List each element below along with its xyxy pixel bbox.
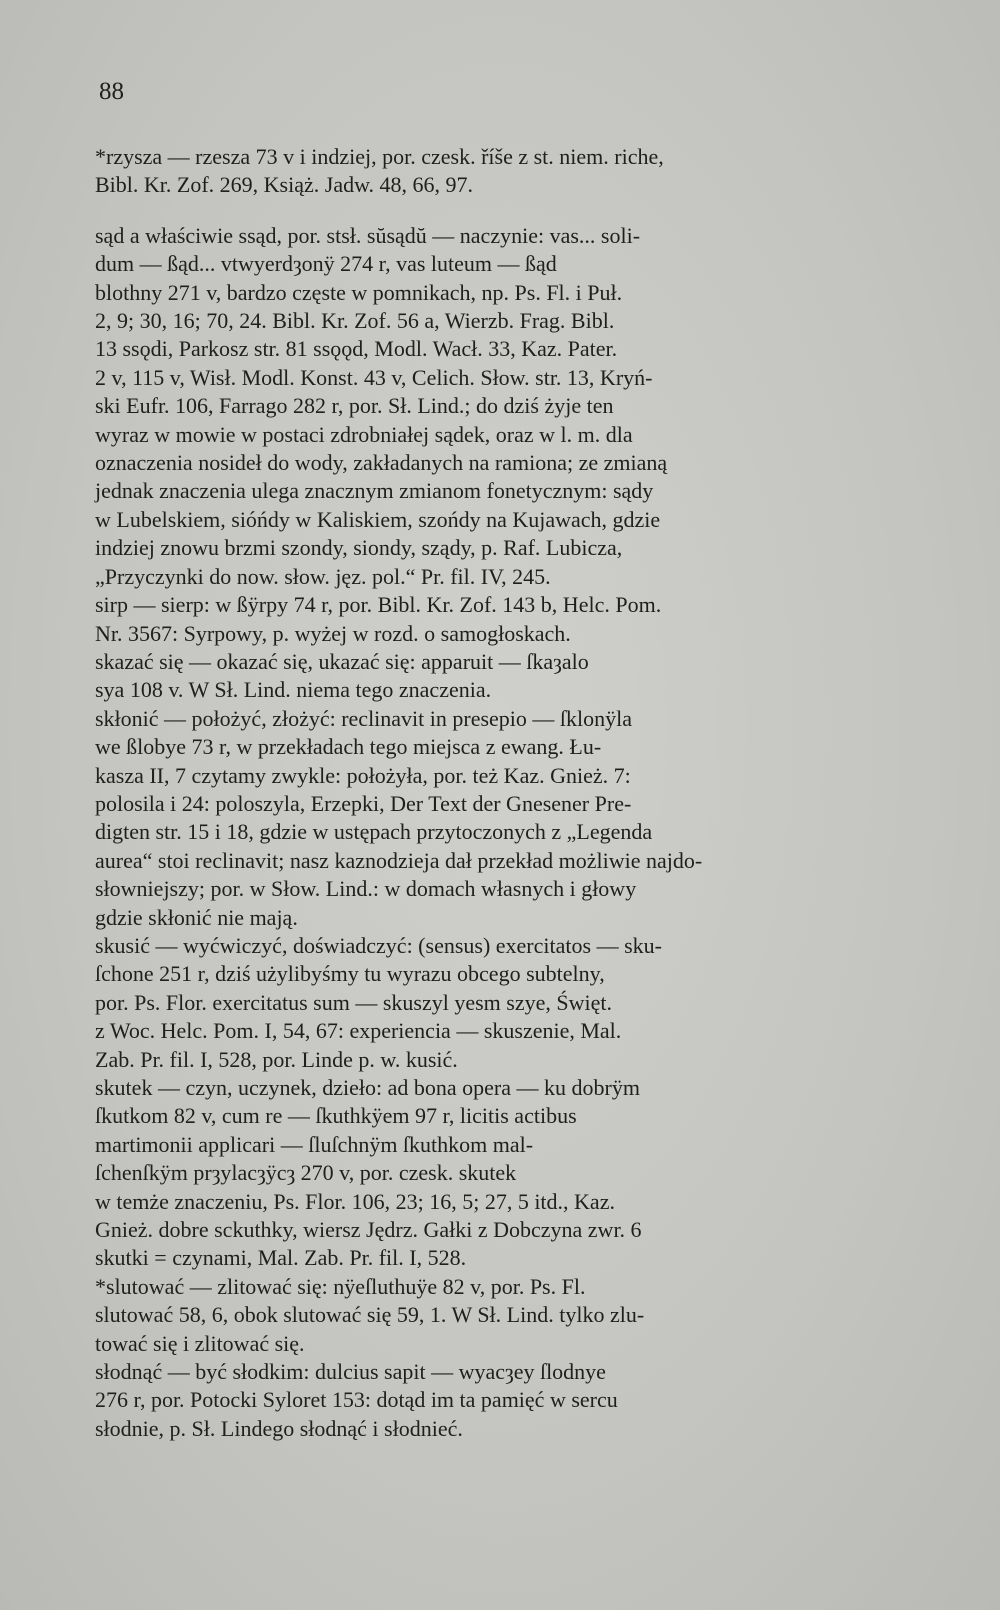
- text-line: słodnąć — być słodkim: dulcius sapit — wyacȝey ſlodnye: [95, 1359, 606, 1385]
- text-line: sya 108 v. W Sł. Lind. niema tego znaczenia.: [95, 677, 492, 703]
- text-line: kasza II, 7 czytamy zwykle: położyła, por. też Kaz. Gnież. 7:: [95, 762, 631, 788]
- page-number: 88: [99, 78, 124, 105]
- text-line: gdzie skłonić nie mają.: [95, 904, 298, 930]
- text-line: w Lubelskiem, sióńdy w Kaliskiem, szońdy na Kujawach, gdzie: [95, 506, 661, 532]
- text-line: oznaczenia nosideł do wody, zakładanych na ramiona; ze zmianą: [95, 450, 668, 476]
- text-line: we ßlobye 73 r, w przekładach tego miejsca z ewang. Łu-: [95, 734, 602, 760]
- text-line: skazać się — okazać się, ukazać się: apparuit — ſkaȝalo: [95, 648, 589, 674]
- text-line: Gnież. dobre sckuthky, wiersz Jędrz. Gałki z Dobczyna zwr. 6: [95, 1217, 642, 1243]
- text-line: *rzysza — rzesza 73 v i indziej, por. czesk. říše z st. niem. riche,: [95, 144, 664, 169]
- text-line: blothny 271 v, bardzo częste w pomnikach, np. Ps. Fl. i Puł.: [95, 279, 623, 305]
- text-line: skłonić — położyć, złożyć: reclinavit in presepio — ſklonÿla: [95, 705, 633, 731]
- text-line: 2 v, 115 v, Wisł. Modl. Konst. 43 v, Celich. Słow. str. 13, Kryń-: [95, 364, 653, 390]
- text-line: skutek — czyn, uczynek, dzieło: ad bona opera — ku dobrÿm: [95, 1075, 640, 1100]
- text-line: w temże znaczeniu, Ps. Flor. 106, 23; 16, 5; 27, 5 itd., Kaz.: [95, 1188, 615, 1214]
- entry-sad: [95, 222, 910, 591]
- text-line: martimonii applicari — ſluſchnÿm ſkuthkom mal-: [95, 1131, 534, 1157]
- text-line: tować się i zlitować się.: [95, 1330, 305, 1356]
- text-line: Bibl. Kr. Zof. 269, Książ. Jadw. 48, 66, 97.: [95, 172, 474, 198]
- text-line: skutki = czynami, Mal. Zab. Pr. fil. I, 528.: [95, 1245, 467, 1271]
- entry-skutek: [95, 1074, 910, 1273]
- text-line: 13 ssǫdi, Parkosz str. 81 ssǫǫd, Modl. Wacł. 33, Kaz. Pater.: [95, 336, 618, 362]
- entry-skazac-sie: [95, 648, 910, 705]
- text-line: z Woc. Helc. Pom. I, 54, 67: experiencia — skuszenie, Mal.: [95, 1018, 622, 1044]
- text-line: slutować 58, 6, obok slutować się 59, 1. W Sł. Lind. tylko zlu-: [95, 1302, 645, 1328]
- text-line: sąd a właściwie ssąd, por. stsł. sŭsądŭ — naczynie: vas... soli-: [95, 222, 641, 248]
- text-line: ſchenſkÿm prȝylacȝÿcȝ 270 v, por. czesk. skutek: [95, 1160, 517, 1186]
- text-line: „Przyczynki do now. słow. jęz. pol.“ Pr. fil. IV, 245.: [95, 563, 551, 589]
- text-line: indziej znowu brzmi szondy, siondy, sządy, p. Raf. Lubicza,: [95, 535, 623, 561]
- entry-sirp: [95, 591, 910, 648]
- text-line: Nr. 3567: Syrpowy, p. wyżej w rozd. o samogłoskach.: [95, 620, 571, 646]
- text-line: skusić — wyćwiczyć, doświadczyć: (sensus) exercitatos — sku-: [95, 932, 662, 958]
- entry-sklonic: [95, 705, 910, 932]
- entry-slodnac: [95, 1358, 910, 1443]
- text-line: 276 r, por. Potocki Syloret 153: dotąd im ta pamięć w sercu: [95, 1387, 618, 1413]
- text-line: ski Eufr. 106, Farrago 282 r, por. Sł. Lind.; do dziś żyje ten: [95, 393, 614, 419]
- text-line: jednak znaczenia ulega znacznym zmianom fonetycznym: sądy: [95, 478, 654, 504]
- text-line: digten str. 15 i 18, gdzie w ustępach przytoczonych z „Legenda: [95, 819, 653, 845]
- text-line: aurea“ stoi reclinavit; nasz kaznodzieja dał przekład możliwie najdo-: [95, 847, 703, 873]
- text-line: wyraz w mowie w postaci zdrobniałej sądek, oraz w l. m. dla: [95, 421, 633, 447]
- text-line: *slutować — zlitować się: nÿeſluthuÿe 82 v, por. Ps. Fl.: [95, 1273, 586, 1299]
- text-line: sirp — sierp: w ßÿrpy 74 r, por. Bibl. Kr. Zof. 143 b, Helc. Pom.: [95, 592, 662, 618]
- dictionary-text: [95, 143, 910, 1443]
- text-line: polosila i 24: poloszyla, Erzepki, Der Text der Gnesener Pre-: [95, 790, 632, 816]
- text-line: dum — ßąd... vtwyerdȝonÿ 274 r, vas luteum — ßąd: [95, 251, 557, 277]
- entry-skusic: [95, 932, 910, 1074]
- text-line: Zab. Pr. fil. I, 528, por. Linde p. w. kusić.: [95, 1046, 458, 1072]
- entry-slutowac: [95, 1273, 910, 1358]
- text-line: por. Ps. Flor. exercitatus sum — skuszyl yesm szye, Święt.: [95, 989, 612, 1015]
- entry-rzysza: [95, 143, 910, 200]
- text-line: ſchone 251 r, dziś użylibyśmy tu wyrazu obcego subtelny,: [95, 961, 605, 987]
- text-line: słowniejszy; por. w Słow. Lind.: w domach własnych i głowy: [95, 876, 637, 902]
- text-line: 2, 9; 30, 16; 70, 24. Bibl. Kr. Zof. 56 a, Wierzb. Frag. Bibl.: [95, 308, 615, 334]
- text-line: ſkutkom 82 v, cum re — ſkuthkÿem 97 r, licitis actibus: [95, 1103, 577, 1129]
- text-line: słodnie, p. Sł. Lindego słodnąć i słodnieć.: [95, 1415, 463, 1441]
